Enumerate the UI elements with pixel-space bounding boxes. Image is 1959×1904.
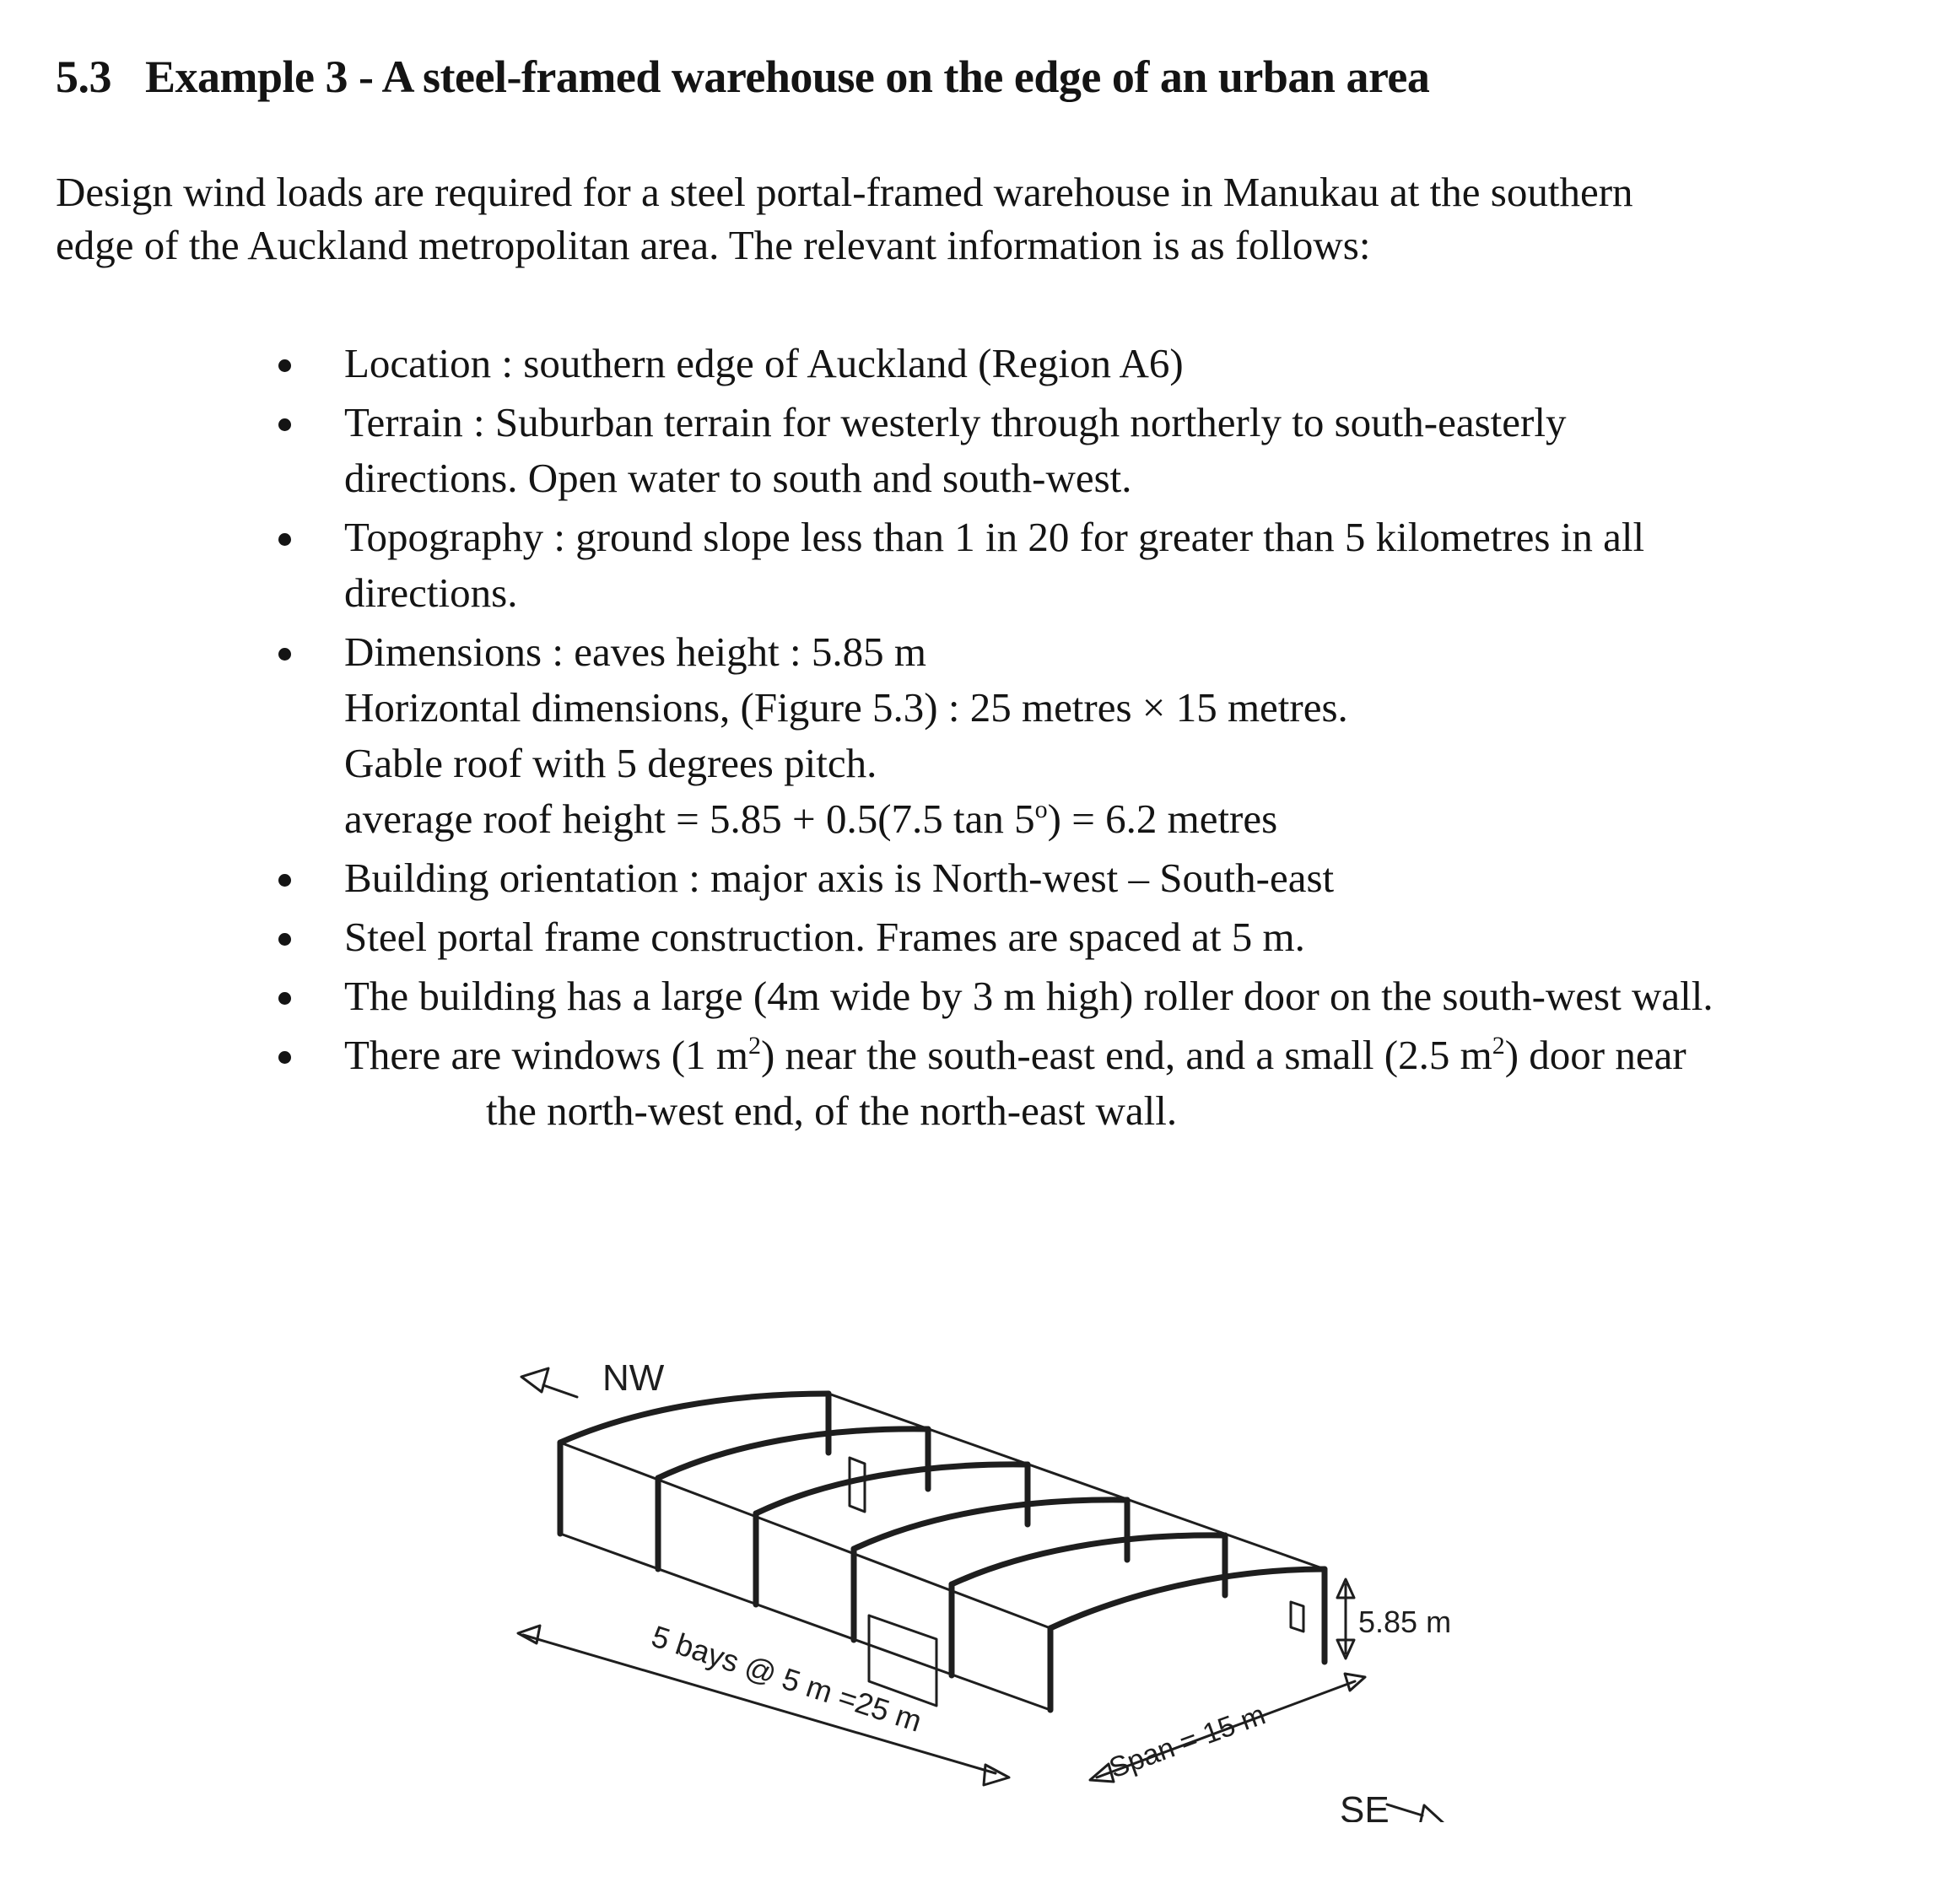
roof-height-result: ) = 6.2 metres xyxy=(1047,796,1278,842)
windows-text-2: the north-west end, of the north-east wall. xyxy=(486,1087,1178,1134)
section-title: Example 3 - A steel-framed warehouse on the edge of an urban area xyxy=(145,51,1430,102)
bullet-icon xyxy=(278,1051,291,1064)
dimensions-text-2: Horizontal dimensions, (Figure 5.3) : 25 metres × 15 metres. xyxy=(344,684,1348,731)
list-item-orientation xyxy=(0,850,1959,906)
frame-5-rafter xyxy=(952,1535,1225,1584)
bullet-icon xyxy=(278,418,291,431)
area-superscript: 2 xyxy=(747,1032,761,1060)
bullet-icon xyxy=(278,533,291,546)
bullet-icon xyxy=(278,992,291,1005)
bullet-icon xyxy=(278,874,291,887)
intro-line-1: Design wind loads are required for a steel portal-framed warehouse in Manukau at the southern xyxy=(56,169,1633,215)
windows-text-c: ) door near xyxy=(1504,1032,1686,1078)
construction-text: Steel portal frame construction. Frames are spaced at 5 m. xyxy=(344,914,1305,960)
list-item-dimensions xyxy=(0,624,1959,847)
location-text: Location : southern edge of Auckland (Region A6) xyxy=(344,340,1184,386)
door-text: The building has a large (4m wide by 3 m high) roller door on the south-west wall. xyxy=(344,973,1713,1019)
topography-text-2: directions. xyxy=(344,569,518,616)
section-heading xyxy=(56,51,1429,103)
se-arrow-shaft xyxy=(1387,1804,1422,1815)
terrain-text-1: Terrain : Suburban terrain for westerly through northerly to south-easterly xyxy=(344,399,1567,445)
bullet-icon xyxy=(278,933,291,946)
frame-1-rafter xyxy=(560,1394,828,1443)
building-outline xyxy=(560,1394,1325,1710)
height-label: 5.85 m xyxy=(1358,1605,1452,1639)
list-item-door xyxy=(0,968,1959,1024)
bullet-icon xyxy=(278,359,291,372)
windows-text-1 xyxy=(344,1028,1959,1083)
degree-superscript: o xyxy=(1034,796,1048,823)
dimension-arrows xyxy=(518,1368,1444,1822)
list-item-location xyxy=(0,336,1959,391)
frame-2-rafter xyxy=(658,1429,928,1478)
orientation-text: Building orientation : major axis is North-west – South-east xyxy=(344,855,1335,901)
windows-text-b: ) near the south-east end, and a small (2.5 m xyxy=(760,1032,1492,1078)
length-arrow-left xyxy=(518,1626,540,1643)
list-item-construction xyxy=(0,909,1959,965)
list-item-windows xyxy=(0,1028,1959,1139)
list-item-terrain xyxy=(0,395,1959,506)
intro-paragraph xyxy=(56,165,1946,272)
nw-arrow-head xyxy=(521,1368,548,1392)
warehouse-figure xyxy=(506,1316,1519,1822)
se-arrow-head xyxy=(1419,1805,1444,1822)
area-superscript-2: 2 xyxy=(1492,1032,1505,1060)
bays-label: 5 bays @ 5 m =25 m xyxy=(647,1618,926,1739)
frame-4-rafter xyxy=(854,1500,1127,1549)
roof-height-formula: average roof height = 5.85 + 0.5(7.5 tan 5 xyxy=(344,796,1035,842)
small-door xyxy=(850,1458,865,1512)
near-wall-top xyxy=(560,1443,1050,1628)
list-item-topography xyxy=(0,510,1959,621)
windows-text-a: There are windows (1 m xyxy=(344,1032,748,1078)
nw-label: NW xyxy=(602,1357,665,1399)
dimensions-text-1: Dimensions : eaves height : 5.85 m xyxy=(344,628,926,675)
window xyxy=(1291,1602,1303,1632)
section-number: 5.3 xyxy=(56,51,111,102)
info-list xyxy=(0,336,1959,1139)
intro-line-2: edge of the Auckland metropolitan area. The relevant information is as follows: xyxy=(56,222,1371,268)
warehouse-diagram xyxy=(506,1316,1519,1822)
frame-6-rafter xyxy=(1050,1569,1325,1628)
se-label: SE xyxy=(1340,1789,1390,1822)
bullet-icon xyxy=(278,648,291,661)
dimensions-text-3: Gable roof with 5 degrees pitch. xyxy=(344,740,877,786)
frame-3-rafter xyxy=(756,1464,1028,1513)
far-eave-line xyxy=(828,1394,1325,1569)
nw-arrow-shaft xyxy=(543,1385,577,1397)
portal-frames xyxy=(560,1394,1325,1710)
length-arrow-right xyxy=(984,1765,1009,1785)
topography-text-1: Topography : ground slope less than 1 in 20 for greater than 5 kilometres in all xyxy=(344,514,1645,560)
span-label: Span = 15 m xyxy=(1104,1698,1270,1785)
terrain-text-2: directions. Open water to south and south-west. xyxy=(344,455,1132,501)
dimensions-text-4 xyxy=(344,791,1959,847)
